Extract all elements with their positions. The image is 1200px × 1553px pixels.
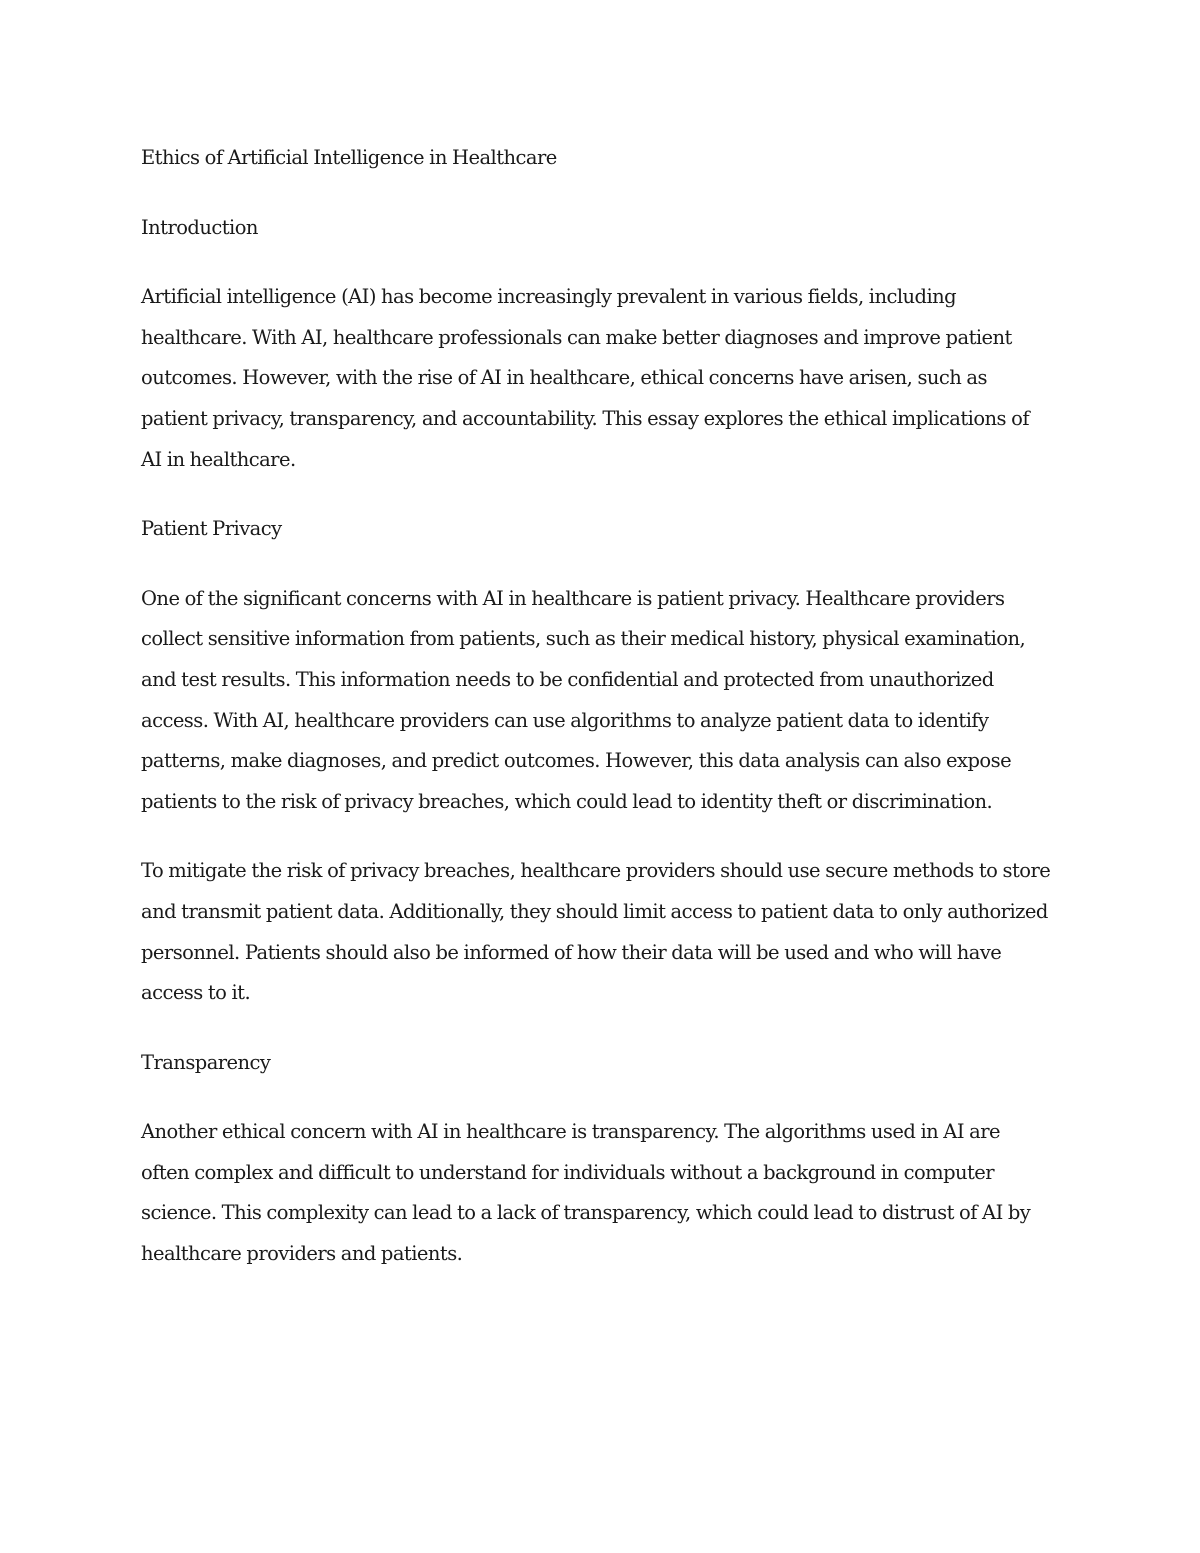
text-line: collect sensitive information from patients, such as their medical history, physical examination, bbox=[141, 627, 1026, 651]
section-heading-patient-privacy: Patient Privacy bbox=[141, 517, 282, 541]
text-line: often complex and difficult to understand for individuals without a background in computer bbox=[141, 1160, 995, 1184]
text-line: One of the significant concerns with AI in healthcare is patient privacy. Healthcare providers bbox=[141, 586, 1005, 610]
text-line: patient privacy, transparency, and accountability. This essay explores the ethical implications of bbox=[141, 406, 1029, 430]
document-body bbox=[141, 138, 1071, 1304]
text-line: patterns, make diagnoses, and predict outcomes. However, this data analysis can also expose bbox=[141, 749, 1012, 773]
text-line: patients to the risk of privacy breaches, which could lead to identity theft or discrimination. bbox=[141, 789, 993, 813]
text-line: AI in healthcare. bbox=[141, 447, 296, 471]
text-line: healthcare. With AI, healthcare professionals can make better diagnoses and improve patient bbox=[141, 325, 1012, 349]
paragraph-introduction bbox=[141, 277, 1071, 480]
paragraph-patient-privacy-2 bbox=[141, 851, 1071, 1013]
text-line: science. This complexity can lead to a lack of transparency, which could lead to distrust of AI by bbox=[141, 1201, 1031, 1225]
document-title: Ethics of Artificial Intelligence in Healthcare bbox=[141, 146, 557, 169]
text-line: personnel. Patients should also be informed of how their data will be used and who will have bbox=[141, 940, 1002, 964]
text-line: Another ethical concern with AI in healthcare is transparency. The algorithms used in AI are bbox=[141, 1120, 1000, 1144]
section-heading-introduction: Introduction bbox=[141, 215, 258, 239]
paragraph-transparency bbox=[141, 1112, 1071, 1274]
text-line: and test results. This information needs to be confidential and protected from unauthorized bbox=[141, 667, 994, 691]
paragraph-patient-privacy-1 bbox=[141, 579, 1071, 823]
text-line: and transmit patient data. Additionally, they should limit access to patient data to only authorized bbox=[141, 899, 1048, 923]
text-line: To mitigate the risk of privacy breaches, healthcare providers should use secure methods to store bbox=[141, 859, 1051, 883]
text-line: outcomes. However, with the rise of AI in healthcare, ethical concerns have arisen, such as bbox=[141, 366, 987, 390]
section-heading-transparency: Transparency bbox=[141, 1050, 271, 1074]
text-line: Artificial intelligence (AI) has become increasingly prevalent in various fields, including bbox=[141, 285, 957, 309]
text-line: access. With AI, healthcare providers can use algorithms to analyze patient data to identify bbox=[141, 708, 989, 732]
text-line: healthcare providers and patients. bbox=[141, 1242, 463, 1266]
text-line: access to it. bbox=[141, 981, 251, 1005]
